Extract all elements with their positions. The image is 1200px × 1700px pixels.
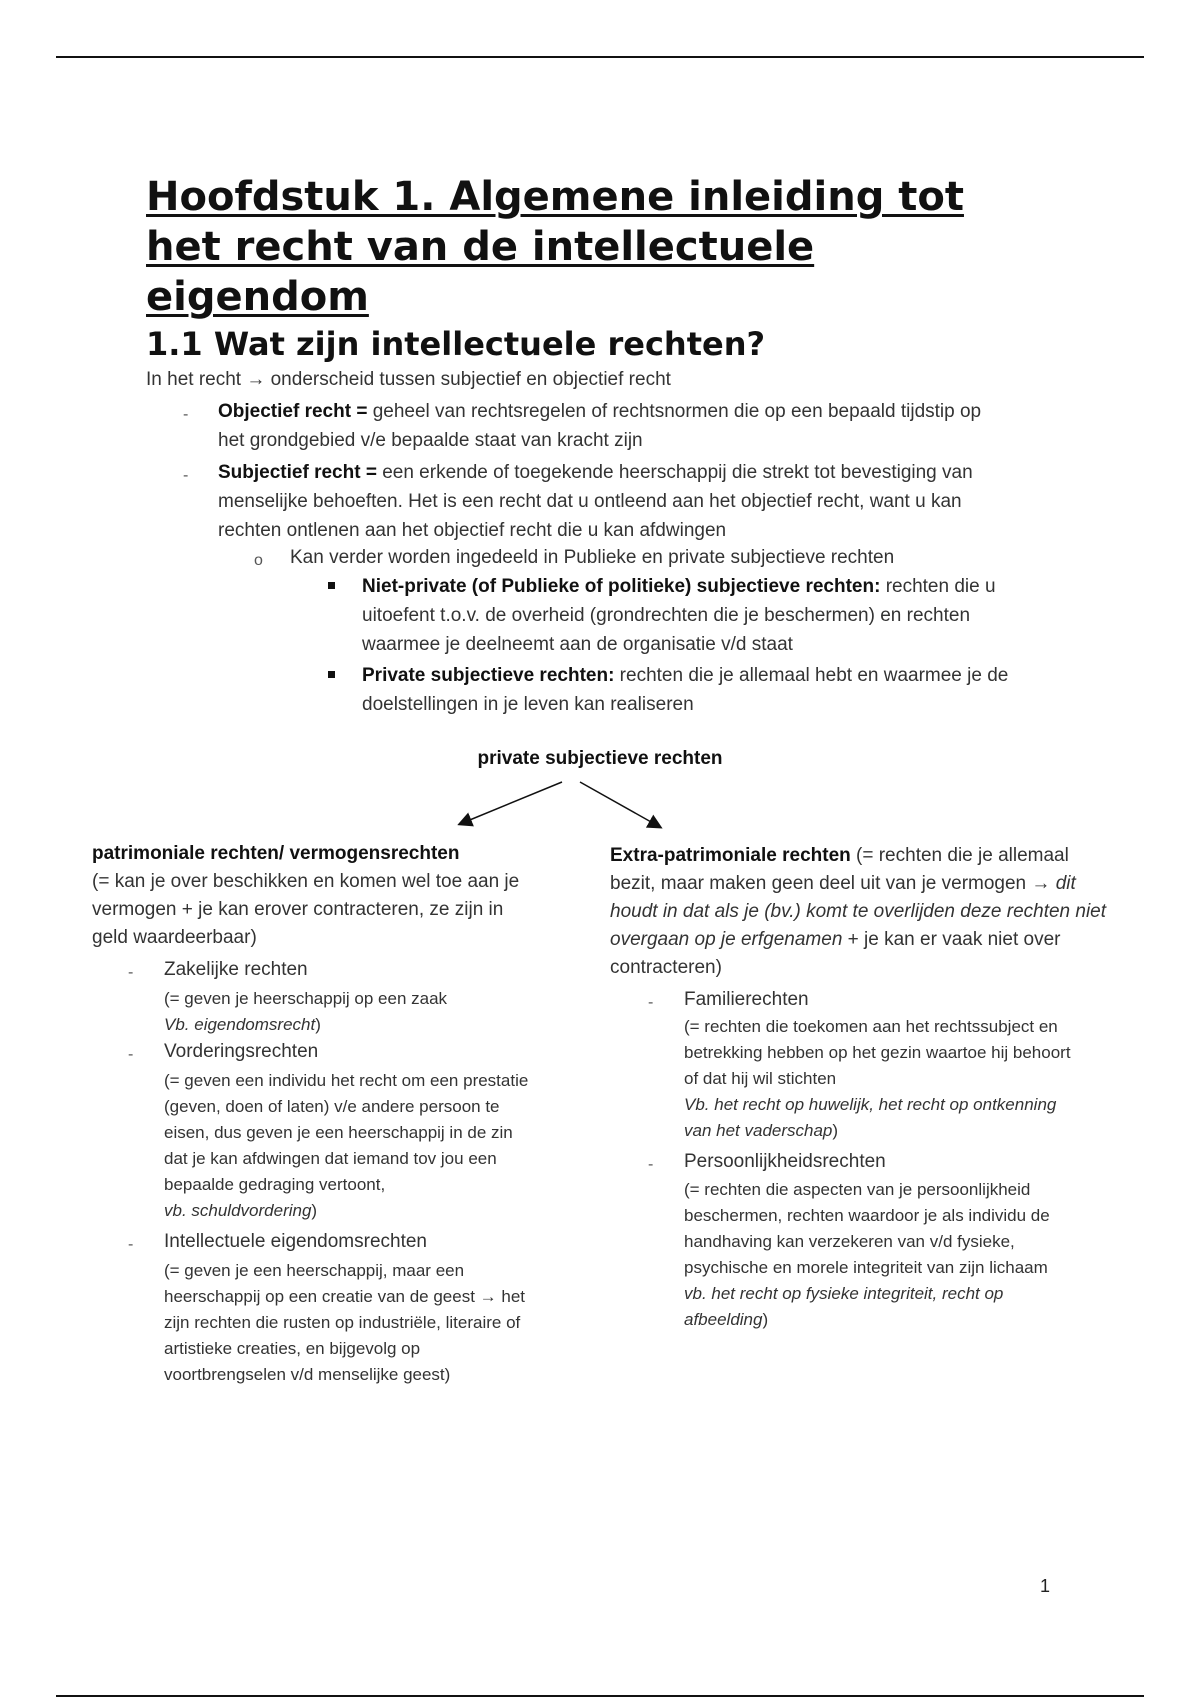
right-desc-italic: dit xyxy=(1055,873,1076,894)
subjectief-line-2: menselijke behoeften. Het is een recht dat u ontleend aan het objectief recht, want u kan xyxy=(218,491,962,512)
right-desc-italic: overgaan op je erfgenamen xyxy=(610,929,843,950)
left-desc-1: (= kan je over beschikken en komen wel toe aan je xyxy=(92,871,520,892)
objectief-term: Objectief recht = xyxy=(218,401,368,422)
dash-bullet: - xyxy=(128,1236,134,1253)
intellectuele-line: zijn rechten die rusten op industriële, literaire of xyxy=(164,1313,521,1332)
private-line-2: doelstellingen in je leven kan realiseren xyxy=(362,694,694,715)
persoonlijkheid-line: beschermen, rechten waardoor je als individu de xyxy=(684,1206,1050,1225)
circle-bullet: o xyxy=(254,552,263,569)
niet-private-line-2: uitoefent t.o.v. de overheid (grondrechten die je beschermen) en rechten xyxy=(362,605,971,626)
close-paren: ) xyxy=(762,1310,769,1329)
left-heading: patrimoniale rechten/ vermogensrechten xyxy=(92,843,460,864)
familie-line: (= rechten die toekomen aan het rechtssubject en xyxy=(684,1017,1058,1036)
subjectief-text: een erkende of toegekende heerschappij die strekt tot bevestiging van xyxy=(382,462,973,483)
close-paren: ) xyxy=(311,1201,318,1220)
zakelijke-desc xyxy=(164,986,447,1038)
vorderings-line: (geven, doen of laten) v/e andere persoon te xyxy=(164,1097,500,1116)
zakelijke-line: (= geven je heerschappij op een zaak xyxy=(164,989,448,1008)
niet-private-line-3: waarmee je deelneemt aan de organisatie v/d staat xyxy=(362,634,793,655)
footer-rule xyxy=(56,1695,1144,1697)
persoonlijkheid-desc xyxy=(684,1177,1050,1333)
chapter-title: Hoofdstuk 1. Algemene inleiding tot het recht van de intellectuele eigendom xyxy=(146,174,964,320)
vorderings-label: Vorderingsrechten xyxy=(164,1041,319,1062)
right-desc-3 xyxy=(610,898,1106,926)
intellectuele-label: Intellectuele eigendomsrechten xyxy=(164,1231,428,1252)
intellectuele-line: artistieke creaties, en bijgevolg op xyxy=(164,1339,421,1358)
intellectuele-line: heerschappij op een creatie van de geest → het xyxy=(164,1287,526,1306)
diagram-root: private subjectieve rechten xyxy=(477,748,723,769)
right-desc-4 xyxy=(610,926,1106,954)
zakelijke-example-line xyxy=(164,1012,447,1038)
vorderings-line: (= geven een individu het recht om een prestatie xyxy=(164,1071,529,1090)
intellectuele-line: (= geven je een heerschappij, maar een xyxy=(164,1261,465,1280)
right-desc-5: contracteren) xyxy=(610,957,722,978)
familie-example: van het vaderschap xyxy=(684,1121,833,1140)
dash-bullet: - xyxy=(128,1046,134,1063)
intellectuele-line: voortbrengselen v/d menselijke geest) xyxy=(164,1365,451,1384)
familie-example-line xyxy=(684,1092,1071,1118)
intro-line: In het recht → onderscheid tussen subjectief en objectief recht xyxy=(146,369,671,390)
close-paren: ) xyxy=(315,1015,321,1034)
arrow-left xyxy=(460,782,562,824)
persoonlijkheid-label: Persoonlijkheidsrechten xyxy=(684,1151,886,1172)
zakelijke-label: Zakelijke rechten xyxy=(164,959,308,980)
persoonlijkheid-example: vb. het recht op fysieke integriteit, recht op xyxy=(684,1284,1004,1303)
right-heading: Extra-patrimoniale rechten xyxy=(610,845,851,866)
right-desc-italic: houdt in dat als je (bv.) komt te overlijden deze rechten niet xyxy=(610,901,1107,922)
vorderings-desc xyxy=(164,1068,528,1224)
left-column xyxy=(92,840,519,952)
persoonlijkheid-line: (= rechten die aspecten van je persoonlijkheid xyxy=(684,1180,1031,1199)
persoonlijkheid-line: psychische en morele integriteit van zijn lichaam xyxy=(684,1258,1048,1277)
persoonlijkheid-line: handhaving kan verzekeren van v/d fysieke, xyxy=(684,1232,1015,1251)
section-heading: 1.1 Wat zijn intellectuele rechten? xyxy=(146,325,766,363)
arrow-right xyxy=(580,782,660,827)
niet-private-term: Niet-private (of Publieke of politieke) subjectieve rechten: xyxy=(362,576,881,597)
right-column xyxy=(610,842,1106,982)
objectief-line-2: het grondgebied v/e bepaalde staat van kracht zijn xyxy=(218,430,643,451)
familie-example: Vb. het recht op huwelijk, het recht op ontkenning xyxy=(684,1095,1057,1114)
familie-label: Familierechten xyxy=(684,989,809,1010)
familie-example-line xyxy=(684,1118,1071,1144)
left-desc-2: vermogen + je kan erover contracteren, ze zijn in xyxy=(92,899,504,920)
dash-bullet: - xyxy=(183,467,189,484)
familie-line: betrekking hebben op het gezin waartoe hij behoort xyxy=(684,1043,1071,1062)
vorderings-example-line xyxy=(164,1198,528,1224)
objectief-text: geheel van rechtsregelen of rechtsnormen die op een bepaald tijdstip op xyxy=(372,401,982,422)
subjectief-term: Subjectief recht = xyxy=(218,462,377,483)
vorderings-line: eisen, dus geven je een heerschappij in de zin xyxy=(164,1123,513,1142)
familie-desc xyxy=(684,1014,1071,1144)
subjectief-line-3: rechten ontlenen aan het objectief recht die u kan afdwingen xyxy=(218,520,727,541)
dash-bullet: - xyxy=(183,406,189,423)
right-desc-text: + je kan er vaak niet over xyxy=(847,929,1061,950)
right-desc-text: (= rechten die je allemaal xyxy=(856,845,1069,866)
persoonlijkheid-example-line xyxy=(684,1307,1050,1333)
private-term: Private subjectieve rechten: xyxy=(362,665,615,686)
left-desc-3: geld waardeerbaar) xyxy=(92,927,257,948)
niet-private-text: rechten die u xyxy=(885,576,996,597)
page-number: 1 xyxy=(1040,1576,1051,1596)
indeling-line: Kan verder worden ingedeeld in Publieke en private subjectieve rechten xyxy=(290,547,895,568)
dash-bullet: - xyxy=(648,994,654,1011)
persoonlijkheid-example: afbeelding xyxy=(684,1310,763,1329)
right-desc-text: bezit, maar maken geen deel uit van je vermogen → xyxy=(610,873,1051,894)
intellectuele-desc xyxy=(164,1258,525,1388)
persoonlijkheid-example-line xyxy=(684,1281,1050,1307)
vorderings-line: dat je kan afdwingen dat iemand tov jou een xyxy=(164,1149,497,1168)
right-desc-1 xyxy=(610,842,1106,870)
dash-bullet: - xyxy=(648,1156,654,1173)
right-desc-2 xyxy=(610,870,1106,898)
vorderings-example: vb. schuldvordering xyxy=(164,1201,312,1220)
close-paren: ) xyxy=(832,1121,839,1140)
familie-line: of dat hij wil stichten xyxy=(684,1069,837,1088)
vorderings-line: bepaalde gedraging vertoont, xyxy=(164,1175,386,1194)
private-text: rechten die je allemaal hebt en waarmee je de xyxy=(619,665,1009,686)
zakelijke-example: Vb. eigendomsrecht xyxy=(164,1015,316,1034)
dash-bullet: - xyxy=(128,964,134,981)
